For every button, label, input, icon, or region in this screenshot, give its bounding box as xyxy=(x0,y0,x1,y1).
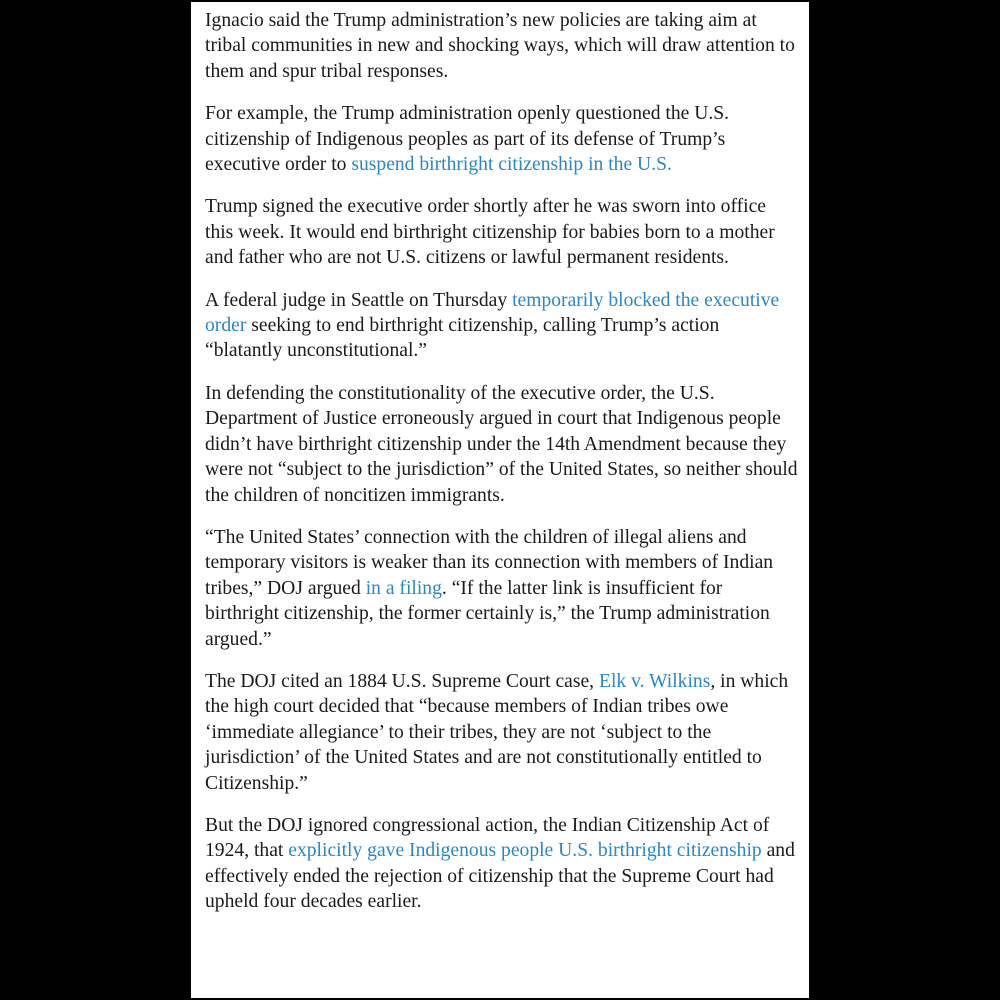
paragraph-citizenship-questioned xyxy=(205,101,799,177)
paragraph-text: But the DOJ ignored congressional action, the Indian Citizenship Act of 1924, that xyxy=(205,814,770,862)
paragraph-text: and effectively ended the rejection of citizenship that the Supreme Court had upheld four decades earlier. xyxy=(205,840,795,913)
link-in-a-filing[interactable]: in a filing xyxy=(365,577,442,599)
paragraph-text: For example, the Trump administration openly questioned the U.S. citizenship of Indigenous peoples as part of its defense of Trump’s executive order to xyxy=(205,103,730,176)
paragraph-text: The DOJ cited an 1884 U.S. Supreme Court case, xyxy=(205,670,599,692)
paragraph-elk-v-wilkins xyxy=(205,669,799,796)
link-suspend-birthright-citizenship[interactable]: suspend birthright citizenship in the U.S. xyxy=(351,154,672,176)
paragraph-citizenship-act-1924 xyxy=(205,813,799,915)
link-explicitly-gave-citizenship[interactable]: explicitly gave Indigenous people U.S. birthright citizenship xyxy=(288,840,762,862)
paragraph-text: , in which the high court decided that “because members of Indian tribes owe ‘immediate allegiance’ to their tribes, they are not ‘subject to the jurisdiction’ of the United States and are not constitutionally entitled to Citizenship.” xyxy=(205,670,789,794)
paragraph-text: Ignacio said the Trump administration’s new policies are taking aim at tribal communities in new and shocking ways, which will draw attention to them and spur tribal responses. xyxy=(205,10,795,82)
paragraph-doj-argument xyxy=(205,381,799,508)
paragraph-judge-blocked xyxy=(205,288,799,364)
paragraph-text: A federal judge in Seattle on Thursday xyxy=(205,289,513,311)
paragraph-text: seeking to end birthright citizenship, calling Trump’s action “blatantly unconstitutional.” xyxy=(205,315,720,362)
paragraph-doj-quote xyxy=(205,525,799,652)
paragraph-text: Trump signed the executive order shortly after he was sworn into office this week. It would end birthright citizenship for babies born to a mother and father who are not U.S. citizens or lawful permanent residents. xyxy=(205,196,775,269)
link-temporarily-blocked[interactable]: temporarily blocked the executive order xyxy=(205,289,780,337)
paragraph-text: In defending the constitutionality of the executive order, the U.S. Department of Justice erroneously argued in court that Indigenous people didn’t have birthright citizenship under the 14th Amendment because they were not “subject to the jurisdiction” of the United States, so neither should the children of noncitizen immigrants. xyxy=(205,382,798,506)
link-elk-v-wilkins[interactable]: Elk v. Wilkins xyxy=(598,670,711,692)
article-body xyxy=(191,2,809,998)
paragraph-ignacio-statement xyxy=(205,8,799,84)
paragraph-text: “The United States’ connection with the children of illegal aliens and temporary visitors is weaker than its connection with members of Indian tribes,” DOJ argued xyxy=(205,526,774,599)
paragraph-text: . “If the latter link is insufficient for birthright citizenship, the former certainly is,” the Trump administration argued.” xyxy=(205,577,770,650)
paragraph-executive-order-signed xyxy=(205,194,799,270)
